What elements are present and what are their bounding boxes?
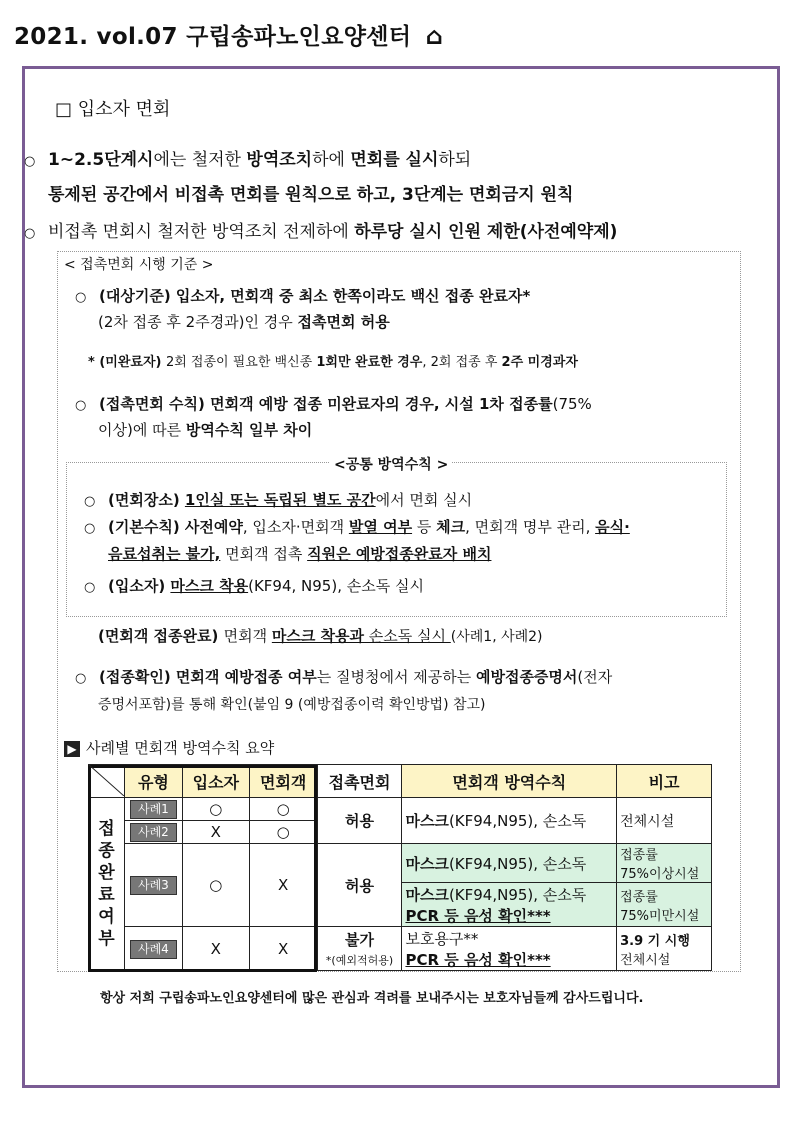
text: 1인실 또는 독립된 별도 공간	[184, 491, 376, 509]
text: (KF94,N95), 손소독	[448, 854, 587, 873]
text: 에는 철저한	[153, 150, 247, 170]
text: (입소자)	[108, 577, 171, 595]
bullet-circle-icon: ○	[75, 398, 87, 413]
text: 사례별 면회객 방역수칙 요약	[86, 739, 275, 757]
rule-cell	[402, 844, 617, 883]
text: 직원은 예방접종완료자 배치	[307, 545, 492, 563]
text: 는 질병청에서 제공하는	[316, 668, 476, 686]
table-header: 유형	[124, 765, 182, 798]
table-header: 접촉면회	[317, 765, 402, 798]
text: 2회 접종이 필요한 백신종	[165, 355, 317, 370]
text: 예방접종증명서	[475, 668, 578, 686]
bullet-circle-icon: ○	[84, 521, 96, 536]
text: (KF94,N95), 손소독	[448, 812, 587, 830]
standard-note	[88, 351, 578, 370]
text: 마스크 착용과	[271, 627, 365, 645]
standard-2-line-1	[75, 393, 592, 414]
contact-cell: 허용	[317, 798, 402, 844]
resident-cell: ○	[182, 844, 249, 927]
table-header: 면회객	[249, 765, 317, 798]
visitor-cell: X	[249, 927, 317, 971]
contact-cell	[317, 927, 402, 971]
text: 1~2.5단계시	[48, 150, 154, 170]
text: 하루당 실시 인원 제한(사전예약제)	[354, 222, 618, 242]
case-cell	[124, 821, 182, 844]
standards-title: < 접촉면회 시행 기준 >	[64, 257, 214, 273]
case-cell	[124, 798, 182, 821]
note-cell	[617, 883, 712, 927]
bullet-circle-icon: ○	[24, 226, 36, 241]
text: 비접촉 면회시 철저한 방역조치 전제하에	[48, 222, 355, 242]
text: , 2회 접종 후	[422, 355, 502, 370]
standard-1-line-2	[98, 311, 390, 332]
spacer	[124, 971, 711, 972]
case-cell	[124, 844, 182, 927]
case-badge: 사례4	[130, 940, 177, 959]
text: * (미완료자)	[88, 355, 166, 370]
visitor-complete-line	[98, 625, 543, 646]
text: 손소독 실시	[364, 627, 451, 645]
text: (KF94,N95), 손소독	[448, 885, 587, 904]
text: 부	[98, 929, 115, 950]
case-badge: 사례1	[130, 800, 177, 819]
text: 방역조치	[246, 150, 313, 170]
header-title: 2021. vol.07 구립송파노인요양센터	[14, 24, 412, 50]
text: 하에	[312, 150, 351, 170]
text: 접종률	[620, 889, 658, 905]
table-row	[89, 927, 712, 971]
visitor-cell: ○	[249, 798, 317, 821]
text: 마스크	[405, 812, 449, 830]
text: 보호용구**	[405, 929, 479, 948]
text: 75%미만시설	[620, 908, 700, 924]
text: 음식·	[595, 518, 630, 536]
text: 접촉면회 허용	[297, 313, 390, 331]
text: (접촉면회 수칙) 면회객 예방 접종 미완료자의 경우, 시설 1차 접종률	[99, 395, 553, 413]
text: , 입소자·면회객	[242, 518, 349, 536]
text: 1회만 완료한 경우	[316, 355, 423, 370]
text: 음료섭취는 불가,	[108, 545, 221, 563]
text: , 면회객 명부 관리,	[465, 518, 596, 536]
table-row	[89, 798, 712, 821]
bullet-circle-icon: ○	[84, 580, 96, 595]
case-badge: 사례2	[130, 823, 177, 842]
text: 3.9 기 시행	[620, 933, 690, 949]
text: (대상기준) 입소자, 면회객 중 최소 한쪽이라도 백신 접종 완료자*	[99, 287, 531, 305]
arrow-icon: ▶	[64, 741, 80, 757]
common-rule-1	[84, 489, 472, 510]
common-rule-3	[84, 575, 424, 596]
text: 이상)에 따른	[98, 421, 186, 439]
bullet-circle-icon: ○	[75, 290, 87, 305]
text: 접종률	[620, 848, 658, 863]
text: 2주 미경과자	[501, 355, 578, 370]
text: PCR 등 음성 확인***	[405, 906, 551, 925]
text: (전자	[577, 668, 613, 686]
text: (기본수칙) 사전예약	[108, 518, 243, 536]
table-spacer-row	[89, 971, 712, 972]
text: 여	[98, 907, 115, 928]
text: 75%이상시설	[620, 867, 700, 882]
note-cell	[617, 844, 712, 883]
home-icon[interactable]: ⌂	[425, 22, 444, 50]
text: 전체시설	[620, 952, 671, 968]
case-badge: 사례3	[130, 876, 177, 895]
case-cell	[124, 927, 182, 971]
common-rule-2-line-2	[108, 543, 491, 564]
bullet-2	[24, 217, 617, 242]
common-rules-title: <공통 방역수칙 >	[330, 454, 452, 474]
visitor-cell: X	[249, 844, 317, 927]
table-header: 면회객 방역수칙	[402, 765, 617, 798]
rule-cell	[402, 927, 617, 971]
diagonal-cell	[89, 765, 125, 798]
visitor-cell: ○	[249, 821, 317, 844]
rule-cell	[402, 883, 617, 927]
standard-2-line-2	[98, 419, 312, 440]
side-label	[89, 798, 125, 972]
text: (75%	[552, 395, 592, 413]
resident-cell: X	[182, 927, 249, 971]
confirm-line-2: 증명서포함)를 통해 확인(붙임 9 (예방접종이력 확인방법) 참고)	[98, 697, 486, 713]
text: 체크	[436, 518, 466, 536]
text: 에서 면회 실시	[375, 491, 473, 509]
summary-table	[88, 764, 712, 972]
table-header: 비고	[617, 765, 712, 798]
contact-cell: 허용	[317, 844, 402, 927]
note-cell	[617, 927, 712, 971]
bullet-circle-icon: ○	[75, 671, 87, 686]
text: 마스크	[405, 885, 449, 904]
text: 발열 여부	[348, 518, 413, 536]
text: 마스크	[405, 854, 449, 873]
text: 하되	[438, 150, 472, 170]
bullet-1-line-2	[48, 180, 573, 205]
text: (사례1, 사례2)	[450, 629, 543, 645]
rule-cell	[402, 798, 617, 844]
section-title: □ 입소자 면회	[55, 99, 171, 120]
confirm-line-1	[75, 666, 612, 687]
text: (면회객 접종완료)	[98, 627, 224, 645]
note-cell: 전체시설	[617, 798, 712, 844]
text: (면회장소)	[108, 491, 185, 509]
text: 완	[98, 863, 115, 884]
text: (접종확인) 면회객 예방접종 여부	[99, 668, 317, 686]
text: 등	[412, 518, 437, 536]
text: 료	[98, 885, 115, 906]
text: (KF94, N95), 손소독 실시	[248, 577, 424, 595]
text: 방역수칙 일부 차이	[185, 421, 313, 439]
footer-message: 항상 저희 구립송파노인요양센터에 많은 관심과 격려를 보내주시는 보호자님들께 감사드립니다.	[100, 991, 644, 1006]
text: 으로 하고, 3단계는 면회금지 원칙	[318, 185, 574, 205]
text: 면회객 접촉	[220, 545, 308, 563]
text: (2차 접종 후 2주경과)인 경우	[98, 313, 298, 331]
text: 통제된 공간에서 비접촉 면회를 원칙	[48, 185, 319, 205]
resident-cell: ○	[182, 798, 249, 821]
page-header	[14, 18, 443, 51]
bullet-1-line-1	[24, 145, 471, 170]
text: 면회객	[223, 627, 272, 645]
text: 종	[98, 841, 115, 862]
bullet-circle-icon: ○	[84, 494, 96, 509]
table-header: 입소자	[182, 765, 249, 798]
text: 접	[98, 819, 115, 840]
common-rule-2-line-1	[84, 516, 630, 537]
text: 마스크 착용	[170, 577, 249, 595]
text: 면회를 실시	[350, 150, 439, 170]
summary-heading	[64, 737, 274, 758]
table-row	[89, 844, 712, 883]
text: 불가	[345, 931, 375, 949]
resident-cell: X	[182, 821, 249, 844]
text: PCR 등 음성 확인***	[405, 950, 551, 969]
table-header-row	[89, 765, 712, 798]
bullet-circle-icon: ○	[24, 154, 36, 169]
text: *(예외적허용)	[325, 954, 394, 967]
standard-1-line-1	[75, 285, 530, 306]
